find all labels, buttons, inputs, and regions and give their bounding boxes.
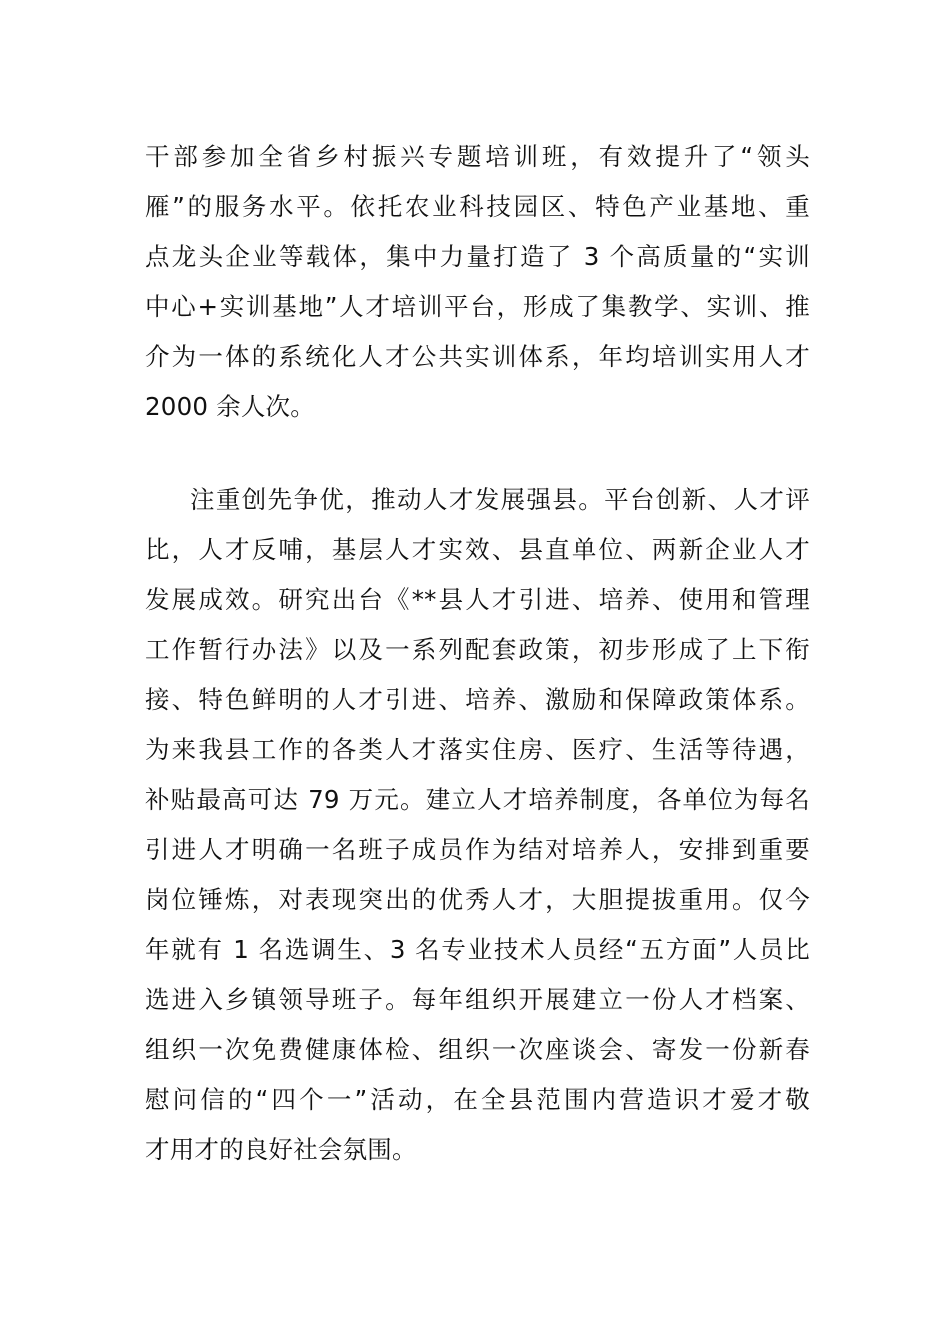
text-line: 补贴最高可达 79 万元。建立人才培养制度，各单位为每名 [145, 785, 810, 814]
body-paragraph [145, 132, 810, 432]
text-line: 才用才的良好社会氛围。 [145, 1135, 417, 1164]
text-line: 干部参加全省乡村振兴专题培训班，有效提升了“领头 [145, 142, 810, 171]
text-line: 接、特色鲜明的人才引进、培养、激励和保障政策体系。 [145, 685, 810, 714]
text-line: 发展成效。研究出台《**县人才引进、培养、使用和管理 [145, 585, 810, 614]
text-line: 年就有 1 名选调生、3 名专业技术人员经“五方面”人员比 [145, 935, 810, 964]
text-line: 慰问信的“四个一”活动，在全县范围内营造识才爱才敬 [145, 1085, 810, 1114]
text-line: 组织一次免费健康体检、组织一次座谈会、寄发一份新春 [145, 1035, 810, 1064]
text-line: 工作暂行办法》以及一系列配套政策，初步形成了上下衔 [145, 635, 810, 664]
text-line: 点龙头企业等载体，集中力量打造了 3 个高质量的“实训 [145, 242, 810, 271]
body-paragraph [145, 475, 810, 1175]
text-line: 中心+实训基地”人才培训平台，形成了集教学、实训、推 [145, 292, 810, 321]
text-line: 比，人才反哺，基层人才实效、县直单位、两新企业人才 [145, 535, 810, 564]
text-line: 2000 余人次。 [145, 392, 315, 421]
text-line: 引进人才明确一名班子成员作为结对培养人，安排到重要 [145, 835, 810, 864]
text-line: 介为一体的系统化人才公共实训体系，年均培训实用人才 [145, 342, 810, 371]
text-line: 为来我县工作的各类人才落实住房、医疗、生活等待遇， [145, 735, 810, 764]
text-line: 选进入乡镇领导班子。每年组织开展建立一份人才档案、 [145, 985, 810, 1014]
text-line: 雁”的服务水平。依托农业科技园区、特色产业基地、重 [145, 192, 810, 221]
text-line: 注重创先争优，推动人才发展强县。平台创新、人才评 [190, 485, 810, 514]
text-line: 岗位锤炼，对表现突出的优秀人才，大胆提拔重用。仅今 [145, 885, 810, 914]
